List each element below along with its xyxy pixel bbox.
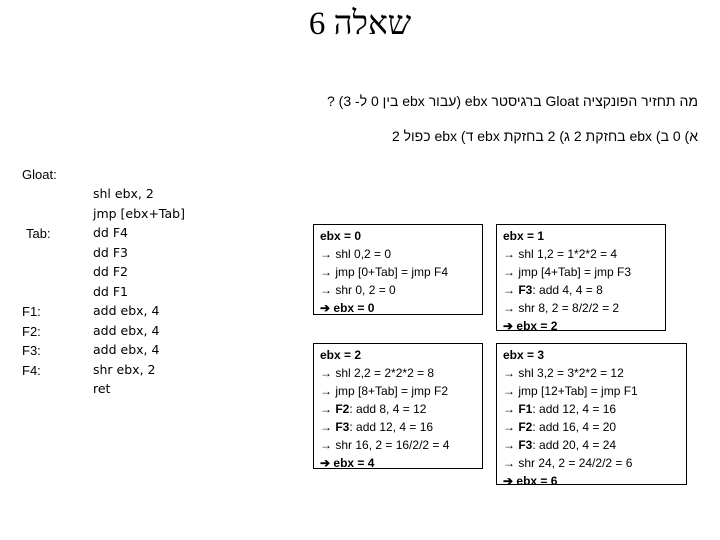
bold-arrow-icon: ➔ <box>320 301 334 315</box>
arrow-icon: → <box>320 384 336 398</box>
code-line: dd F2 <box>93 264 128 279</box>
arrow-icon: → <box>320 402 336 416</box>
code-line: ret <box>93 381 111 396</box>
arrow-icon: → <box>503 265 519 279</box>
trace-box-ebx-0 <box>313 224 483 315</box>
code-line: shl ebx, 2 <box>93 186 154 201</box>
f2-label: F2: <box>22 323 41 339</box>
trace-step: → jmp [8+Tab] = jmp F2 <box>320 384 449 398</box>
gloat-label: Gloat: <box>22 167 57 182</box>
trace-step: → shl 3,2 = 3*2*2 = 12 <box>503 366 624 380</box>
trace-box-ebx-3 <box>496 343 687 488</box>
trace-step: → shl 2,2 = 2*2*2 = 8 <box>320 366 435 380</box>
code-line: jmp [ebx+Tab] <box>93 205 185 221</box>
trace-step: → shl 1,2 = 1*2*2 = 4 <box>503 247 618 261</box>
arrow-icon: → <box>320 420 336 434</box>
code-line: dd F4 <box>93 225 128 240</box>
trace-step: → F3: add 20, 4 = 24 <box>503 438 617 452</box>
arrow-icon: → <box>503 384 519 398</box>
arrow-icon: → <box>503 456 519 470</box>
arrow-icon: → <box>320 265 336 279</box>
trace-header: ebx = 1 <box>503 229 545 243</box>
f1-label: F1: <box>22 304 41 319</box>
code-line: add ebx, 4 <box>93 303 160 318</box>
code-line: add ebx, 4 <box>93 322 160 338</box>
tab-label: Tab: <box>26 226 51 241</box>
trace-step: → jmp [12+Tab] = jmp F1 <box>503 384 638 398</box>
trace-step: → shr 0, 2 = 0 <box>320 283 396 297</box>
f3-label: F3: <box>22 343 41 358</box>
trace-result: ➔ ebx = 2 <box>503 319 558 333</box>
trace-step: → jmp [0+Tab] = jmp F4 <box>320 265 449 279</box>
trace-step: → F3: add 4, 4 = 8 <box>503 283 603 297</box>
trace-result: ➔ ebx = 0 <box>320 301 375 315</box>
trace-header: ebx = 2 <box>320 348 362 362</box>
code-line: dd F3 <box>93 244 128 260</box>
code-line: dd F1 <box>93 283 128 299</box>
trace-step: → F2: add 16, 4 = 20 <box>503 420 617 434</box>
trace-header: ebx = 0 <box>320 229 362 243</box>
trace-step: → shr 16, 2 = 16/2/2 = 4 <box>320 438 450 452</box>
function-labels <box>22 302 41 380</box>
trace-step: → shr 8, 2 = 8/2/2 = 2 <box>503 301 620 315</box>
arrow-icon: → <box>320 366 336 380</box>
arrow-icon: → <box>320 247 336 261</box>
arrow-icon: → <box>503 366 519 380</box>
trace-step: → shr 24, 2 = 24/2/2 = 6 <box>503 456 633 470</box>
arrow-icon: → <box>320 438 336 452</box>
code-line: shr ebx, 2 <box>93 361 156 377</box>
trace-result: ➔ ebx = 6 <box>503 474 558 488</box>
arrow-icon: → <box>503 438 519 452</box>
trace-step: → F3: add 12, 4 = 16 <box>320 420 434 434</box>
f4-label: F4: <box>22 362 41 378</box>
bold-arrow-icon: ➔ <box>503 319 517 333</box>
arrow-icon: → <box>503 283 519 297</box>
bold-arrow-icon: ➔ <box>320 456 334 470</box>
arrow-icon: → <box>503 402 519 416</box>
bold-arrow-icon: ➔ <box>503 474 517 488</box>
trace-header: ebx = 3 <box>503 348 545 362</box>
answer-options: א) 0 ב) ebx בחזקת 2 ג) 2 בחזקת ebx ד) ebx כפול 2 <box>391 128 698 144</box>
arrow-icon: → <box>503 247 519 261</box>
code-line: add ebx, 4 <box>93 342 160 357</box>
assembly-code <box>93 184 185 399</box>
arrow-icon: → <box>503 301 519 315</box>
trace-result: ➔ ebx = 4 <box>320 456 375 470</box>
trace-step: → F2: add 8, 4 = 12 <box>320 402 427 416</box>
question-text: מה תחזיר הפונקציה Gloat ברגיסטר ebx (עבור ebx בין 0 ל- 3) ? <box>327 93 698 109</box>
arrow-icon: → <box>320 283 336 297</box>
trace-box-ebx-1 <box>496 224 666 331</box>
trace-step: → shl 0,2 = 0 <box>320 247 392 261</box>
arrow-icon: → <box>503 420 519 434</box>
trace-box-ebx-2 <box>313 343 483 469</box>
trace-step: → F1: add 12, 4 = 16 <box>503 402 617 416</box>
trace-step: → jmp [4+Tab] = jmp F3 <box>503 265 632 279</box>
slide-title: שאלה 6 <box>308 6 412 42</box>
